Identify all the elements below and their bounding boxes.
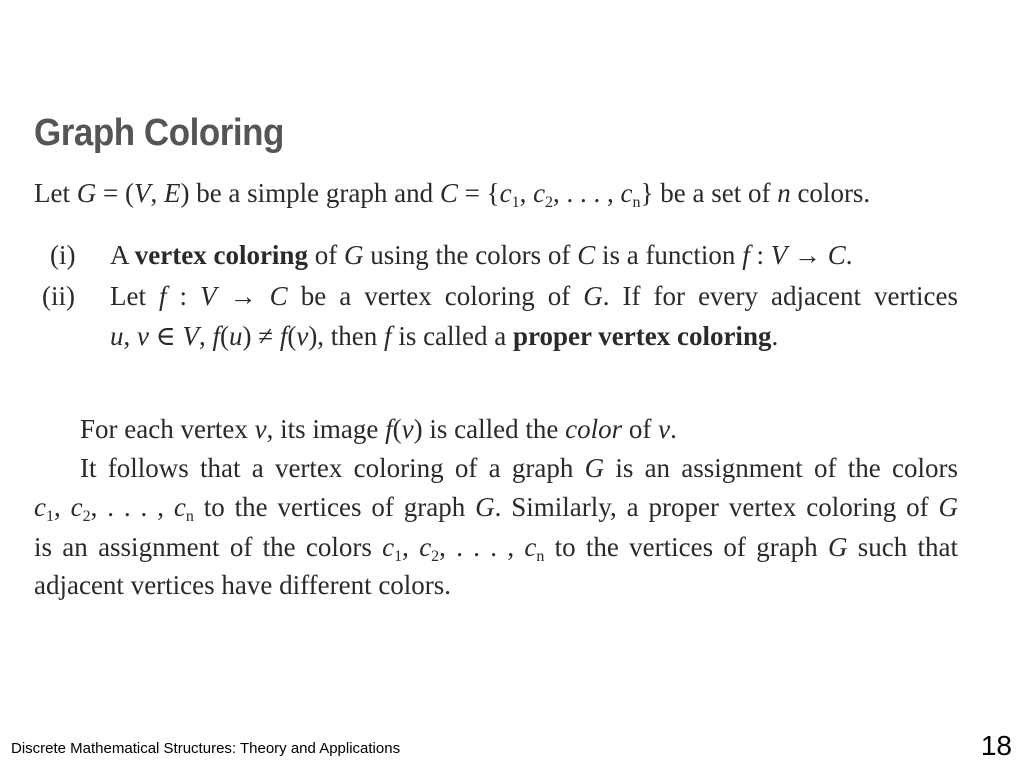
footer-book-title: Discrete Mathematical Structures: Theory and Applications	[11, 740, 401, 757]
definition-intro: Let G = (V, E) be a simple graph and $C = \{c_1$, $c_2$, . . . , $c_n$} be a set of n colors.	[34, 178, 871, 211]
term-color: color	[565, 414, 623, 444]
item-label-i: (i)	[50, 240, 76, 270]
page-number: 18	[980, 730, 1012, 761]
item-label-ii: (ii)	[42, 281, 75, 311]
slide-title: Graph Coloring	[34, 112, 284, 154]
paragraph-assignment-line1: It follows that a vertex coloring of a graph G is an assignment of the colors	[80, 453, 958, 483]
paragraph-assignment-line3: is an assignment of the colors $c_1$, $c_2$, . . . , $c_n$ to the vertices of graph G such that	[34, 532, 959, 565]
definition-item-ii-line1: Let f : V → C be a vertex coloring of G. If for every adjacent vertices	[110, 281, 958, 311]
definition-item-ii-line2: u, v ∈ V, f(u) ≠ f(v), then f is called a proper vertex coloring.	[110, 321, 779, 351]
term-vertex-coloring: vertex coloring	[134, 240, 308, 270]
term-proper-vertex-coloring: proper vertex coloring	[513, 321, 772, 351]
paragraph-color-definition: For each vertex v, its image f(v) is called the color of v.	[80, 414, 677, 444]
paragraph-assignment-line2: $c_1$, $c_2$, . . . , $c_n$ to the vertices of graph G. Similarly, a proper vertex coloring of G	[34, 492, 959, 525]
definition-item-i: A vertex coloring of G using the colors of C is a function f : V → C.	[110, 240, 853, 270]
paragraph-assignment-line4: adjacent vertices have different colors.	[34, 570, 452, 600]
